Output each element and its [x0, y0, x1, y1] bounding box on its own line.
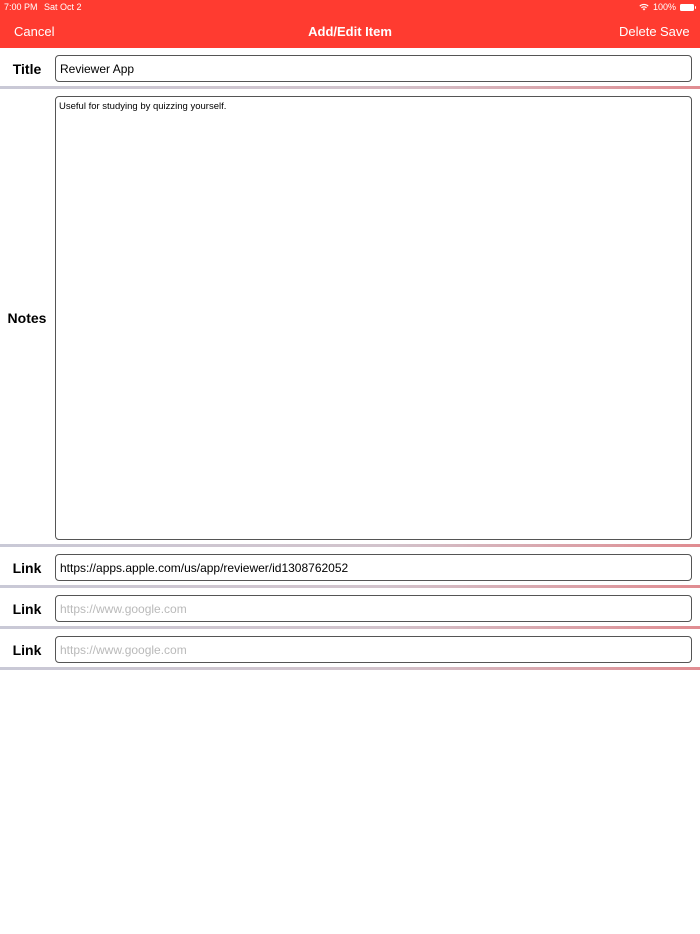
cancel-button[interactable]: Cancel	[14, 24, 55, 39]
separator	[0, 626, 700, 629]
separator	[0, 86, 700, 89]
battery-icon	[680, 4, 694, 11]
notes-label: Notes	[7, 310, 47, 326]
link-label: Link	[12, 601, 42, 617]
battery-percentage: 100%	[652, 2, 676, 12]
link-field[interactable]	[55, 554, 692, 581]
save-button[interactable]: Save	[660, 24, 690, 39]
title-field[interactable]	[55, 55, 692, 82]
title-label: Title	[12, 61, 42, 77]
separator	[0, 585, 700, 588]
navigation-bar	[0, 0, 700, 48]
status-indicators	[639, 2, 694, 12]
separator	[0, 667, 700, 670]
link-label: Link	[12, 560, 42, 576]
nav-title-wrap	[0, 24, 700, 39]
page-title: Add/Edit Item	[308, 24, 392, 39]
status-time: 7:00 PM	[4, 2, 38, 12]
notes-field[interactable]	[55, 96, 692, 540]
wifi-icon	[639, 3, 649, 11]
link-field[interactable]	[55, 595, 692, 622]
link-label: Link	[12, 642, 42, 658]
separator	[0, 544, 700, 547]
link-field[interactable]	[55, 636, 692, 663]
status-date: Sat Oct 2	[44, 2, 82, 12]
status-bar	[0, 0, 700, 14]
delete-button[interactable]: Delete	[619, 24, 657, 39]
